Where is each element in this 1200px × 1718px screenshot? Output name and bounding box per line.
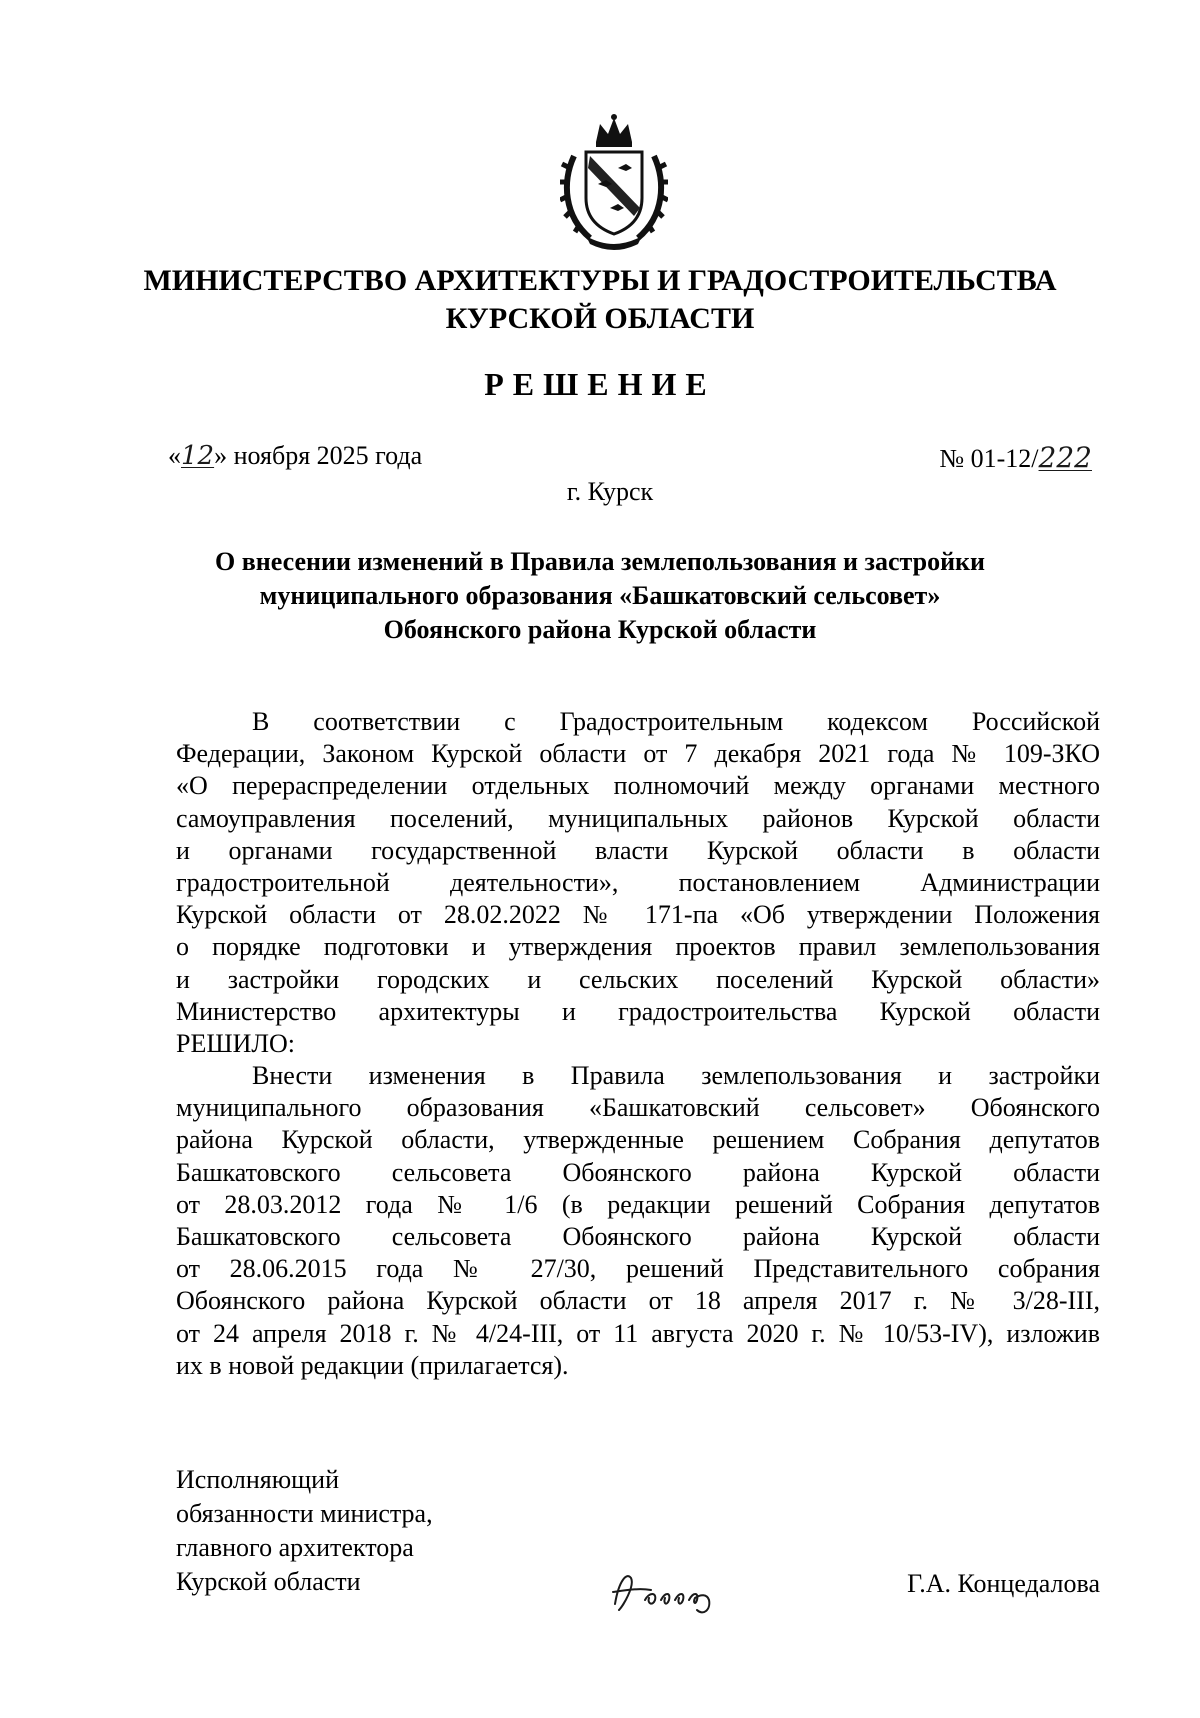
signer-name: Г.А. Концедалова [907, 1569, 1100, 1598]
body-line: Башкатовского сельсовета Обоянского района Курской области [176, 1157, 1100, 1187]
paragraph-preamble [176, 706, 1100, 1060]
position-line-1: Исполняющий [176, 1465, 340, 1494]
date-rest: » ноября 2025 года [214, 441, 423, 470]
body-line: от 24 апреля 2018 г. № 4/24-III, от 11 августа 2020 г. № 10/53-IV), изложив [176, 1318, 1100, 1348]
body-line: и застройки городских и сельских поселений Курской области» [176, 964, 1100, 994]
coat-of-arms-icon [560, 112, 668, 252]
body-line: В соответствии с Градостроительным кодексом Российской [252, 707, 1100, 736]
body-line: их в новой редакции (прилагается). [176, 1350, 569, 1380]
signatory-position [176, 1463, 433, 1599]
body-line: Башкатовского сельсовета Обоянского района Курской области [176, 1222, 1100, 1252]
heading-line-2: муниципального образования «Башкатовский сельсовет» [259, 581, 941, 610]
position-line-2: обязанности министра, [176, 1499, 433, 1528]
number-prefix: № 01-12/ [939, 444, 1039, 473]
document-date [168, 441, 422, 471]
heading-line-1: О внесении изменений в Правила землепользования и застройки [214, 547, 986, 576]
body-line: о порядке подготовки и утверждения проектов правил землепользования [176, 932, 1100, 962]
position-line-3: главного архитектора [176, 1533, 414, 1562]
document-number [939, 441, 1092, 474]
body-line: и органами государственной власти Курской области в области [176, 835, 1100, 865]
date-day-handwritten: 12 [181, 441, 215, 471]
number-handwritten: 222 [1038, 441, 1092, 474]
body-line: градостроительной деятельности», постановлением Администрации [176, 868, 1100, 898]
ministry-name [0, 262, 1200, 338]
handwritten-signature [605, 1560, 765, 1630]
document-type: РЕШЕНИЕ [484, 366, 716, 402]
document-heading [0, 545, 1200, 647]
body-line: от 28.03.2012 года № 1/6 (в редакции решений Собрания депутатов [176, 1189, 1100, 1219]
body-line: самоуправления поселений, муниципальных районов Курской области [176, 803, 1100, 833]
paragraph-decision [176, 1060, 1100, 1382]
ministry-line-2: КУРСКОЙ ОБЛАСТИ [445, 302, 755, 335]
body-line: от 28.06.2015 года № 27/30, решений Представительного собрания [176, 1254, 1100, 1284]
body-line: Курской области от 28.02.2022 № 171-па «Об утверждении Положения [176, 900, 1100, 930]
body-line: муниципального образования «Башкатовский сельсовет» Обоянского [176, 1093, 1100, 1123]
heading-line-3: Обоянского района Курской области [383, 615, 817, 644]
date-open-quote: « [168, 441, 181, 470]
position-line-4: Курской области [176, 1567, 361, 1596]
body-line: Федерации, Законом Курской области от 7 декабря 2021 года № 109-ЗКО [176, 739, 1100, 769]
body-line: Внести изменения в Правила землепользования и застройки [252, 1061, 1100, 1090]
body-line: «О перераспределении отдельных полномочий между органами местного [176, 771, 1100, 801]
document-city: г. Курск [566, 477, 654, 506]
ministry-line-1: МИНИСТЕРСТВО АРХИТЕКТУРЫ И ГРАДОСТРОИТЕЛЬСТВА [143, 264, 1057, 297]
body-line: Министерство архитектуры и градостроительства Курской области [176, 996, 1100, 1026]
body-line: района Курской области, утвержденные решением Собрания депутатов [176, 1125, 1100, 1155]
body-line: РЕШИЛО: [176, 1029, 295, 1059]
body-line: Обоянского района Курской области от 18 апреля 2017 г. № 3/28-III, [176, 1286, 1100, 1316]
